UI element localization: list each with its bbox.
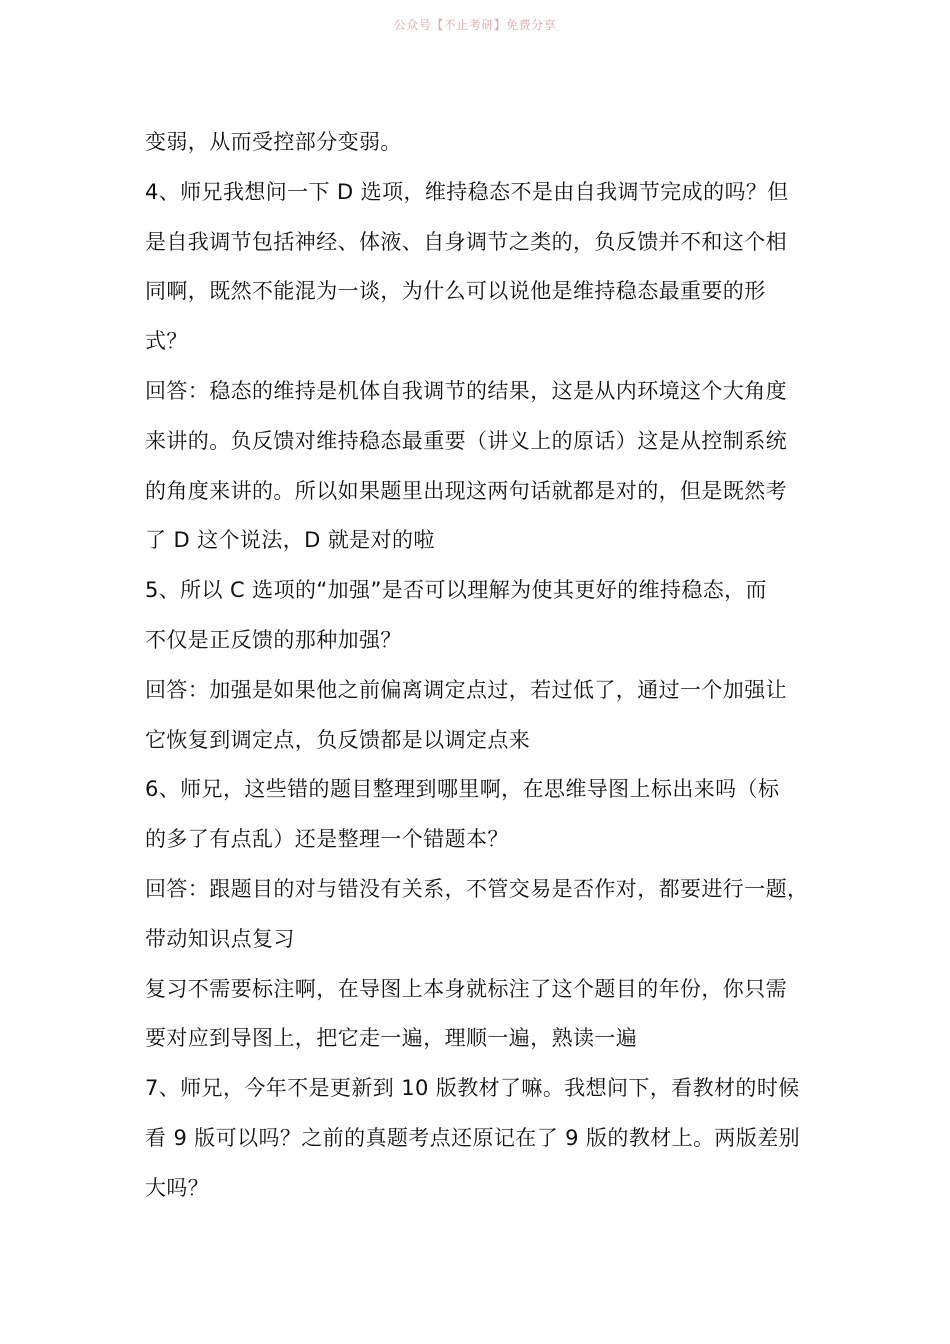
text-line: 是自我调节包括神经、体液、自身调节之类的，负反馈并不和这个相 [145,229,787,254]
text-line: 看 9 版可以吗？之前的真题考点还原记在了 9 版的教材上。两版差别 [145,1125,801,1150]
document-body [145,118,810,1214]
text-line: 的多了有点乱）还是整理一个错题本？ [145,827,509,852]
text-line: 回答：稳态的维持是机体自我调节的结果，这是从内环境这个大角度 [145,378,787,403]
text-line: 6、师兄，这些错的题目整理到哪里啊，在思维导图上标出来吗（标 [145,777,780,802]
watermark-header: 公众号【不止考研】免费分享 [393,18,557,32]
text-line: 它恢复到调定点，负反馈都是以调定点来 [145,727,531,752]
text-line: 回答：加强是如果他之前偏离调定点过，若过低了，通过一个加强让 [145,677,787,702]
text-line: 大吗？ [145,1175,210,1200]
text-line: 要对应到导图上，把它走一遍，理顺一遍，熟读一遍 [145,1026,638,1051]
text-line: 来讲的。负反馈对维持稳态最重要（讲义上的原话）这是从控制系统 [145,428,787,453]
text-line: 同啊，既然不能混为一谈，为什么可以说他是维持稳态最重要的形 [145,279,766,304]
text-line: 复习不需要标注啊，在导图上本身就标注了这个题目的年份，你只需 [145,976,787,1001]
text-line: 5、所以 C 选项的“加强”是否可以理解为使其更好的维持稳态，而 [145,578,767,603]
text-line: 的角度来讲的。所以如果题里出现这两句话就都是对的，但是既然考 [145,478,787,503]
text-line: 回答：跟题目的对与错没有关系，不管交易是否作对，都要进行一题， [145,876,809,901]
text-line: 带动知识点复习 [145,926,295,951]
text-line: 变弱，从而受控部分变弱。 [145,130,402,154]
text-line: 7、师兄，今年不是更新到 10 版教材了嘛。我想问下，看教材的时候 [145,1076,800,1101]
text-line: 4、师兄我想问一下 D 选项，维持稳态不是由自我调节完成的吗？但 [145,179,789,204]
text-line: 了 D 这个说法，D 就是对的啦 [145,528,435,553]
text-line: 式？ [145,329,188,354]
text-line: 不仅是正反馈的那种加强？ [145,627,402,652]
